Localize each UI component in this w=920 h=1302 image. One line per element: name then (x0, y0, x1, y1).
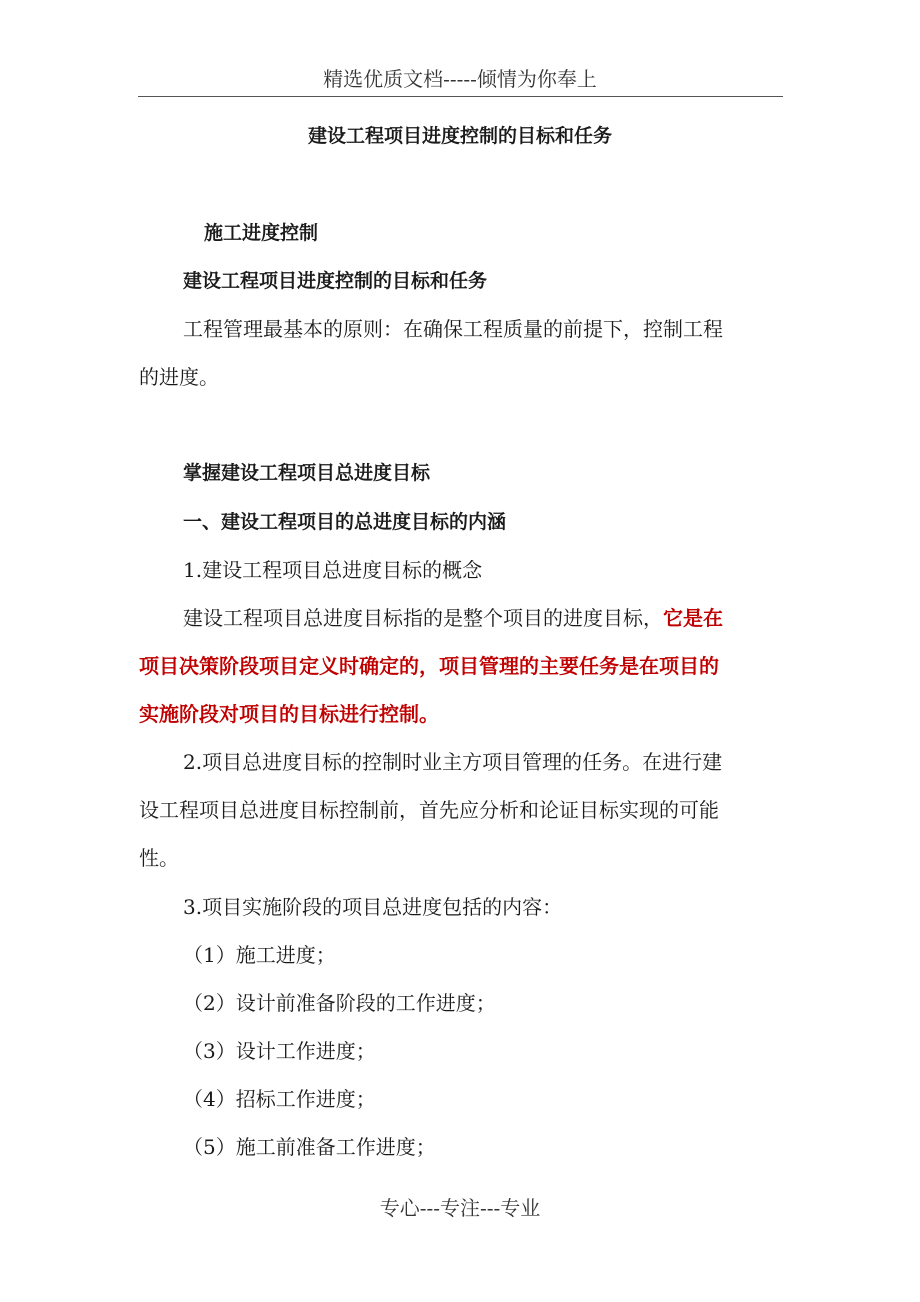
paragraph-principle-line2: 的进度。 (139, 365, 219, 389)
item1-title: 1.建设工程项目总进度目标的概念 (183, 558, 483, 582)
section-subheading-connotation: 一、建设工程项目的总进度目标的内涵 (183, 511, 507, 533)
list-item: （3）设计工作进度； (183, 1039, 376, 1063)
header-divider (138, 96, 783, 97)
list-item: （2）设计前准备阶段的工作进度； (183, 991, 496, 1015)
list-item: （4）招标工作进度； (183, 1087, 376, 1111)
section-heading-construction: 施工进度控制 (204, 222, 319, 244)
item1-line1 (183, 603, 723, 633)
item2-line1: 2.项目总进度目标的控制时业主方项目管理的任务。在进行建 (183, 750, 723, 774)
item2-line2: 设工程项目总进度目标控制前，首先应分析和论证目标实现的可能 (139, 798, 719, 822)
list-item: （5）施工前准备工作进度； (183, 1135, 436, 1159)
item1-line1-normal: 建设工程项目总进度目标指的是整个项目的进度目标， (183, 606, 663, 630)
item1-line2-emphasis: 项目决策阶段项目定义时确定的，项目管理的主要任务是在项目的 (139, 654, 719, 678)
section-subheading-goals: 建设工程项目进度控制的目标和任务 (183, 270, 488, 292)
item3-title: 3.项目实施阶段的项目总进度包括的内容： (183, 895, 563, 919)
page-footer: 专心---专注---专业 (379, 1196, 541, 1220)
item1-line1-emphasis: 它是在 (663, 606, 723, 630)
page-header: 精选优质文档-----倾情为你奉上 (323, 67, 597, 91)
item1-line3-emphasis: 实施阶段对项目的目标进行控制。 (139, 702, 439, 726)
paragraph-principle-line1: 工程管理最基本的原则：在确保工程质量的前提下，控制工程 (183, 317, 723, 341)
list-item: （1）施工进度； (183, 943, 336, 967)
document-title: 建设工程项目进度控制的目标和任务 (307, 125, 612, 147)
item2-line3: 性。 (139, 846, 179, 870)
section-heading-master-goal: 掌握建设工程项目总进度目标 (183, 462, 431, 484)
